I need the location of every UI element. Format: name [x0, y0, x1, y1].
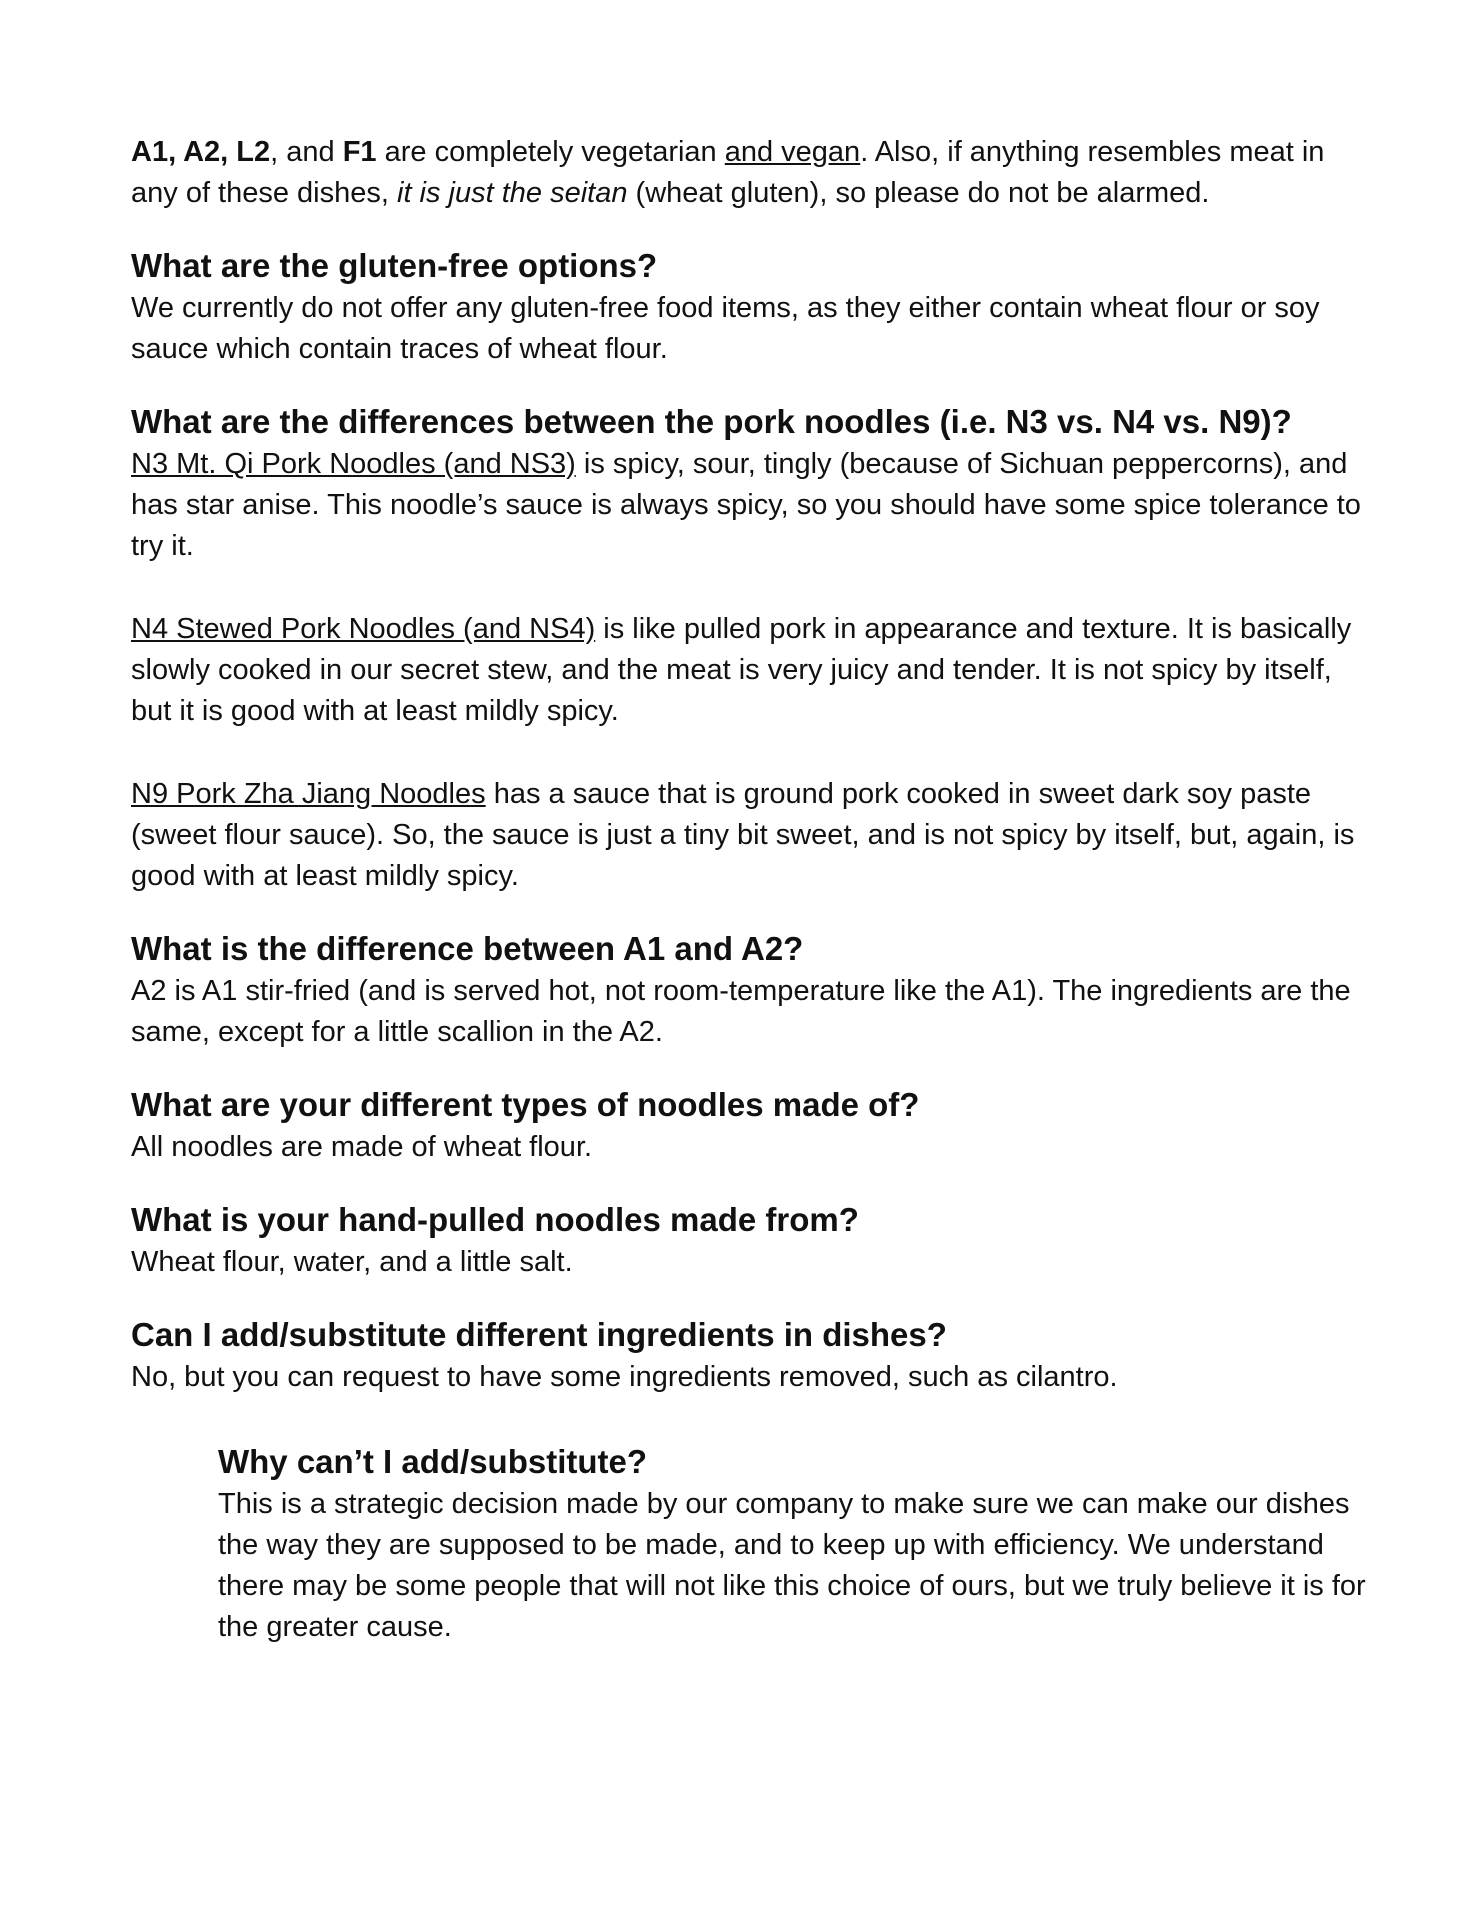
pork-noodle-n3-paragraph: [131, 444, 1371, 567]
faq-answer-why-no-substitute: This is a strategic decision made by our company to make sure we can make our dishes the way they are supposed to be made, and to keep up with efficiency. We understand there may be some people that will not like this choice of ours, but we truly believe it is for the greater cause.: [218, 1488, 1366, 1643]
faq-question-a1-vs-a2: What is the difference between A1 and A2?: [131, 930, 804, 967]
faq-question-noodle-types: What are your different types of noodles made of?: [131, 1086, 920, 1123]
intro-dish-code-f1: F1: [342, 136, 377, 168]
faq-question-pork-noodles: What are the differences between the pork noodles (i.e. N3 vs. N4 vs. N9)?: [131, 403, 1292, 440]
pork-noodle-n9-paragraph: [131, 774, 1371, 897]
faq-question-why-no-substitute: Why can’t I add/substitute?: [218, 1443, 648, 1480]
pork-noodle-n3-text: is spicy, sour, tingly (because of Sichuan peppercorns), and has star anise. This noodle’s sauce is always spicy, so you should have some spice tolerance to try it.: [131, 448, 1361, 562]
faq-answer-hand-pulled: Wheat flour, water, and a little salt.: [131, 1246, 573, 1278]
intro-underlined-vegan: and vegan: [724, 136, 861, 168]
intro-paragraph: [131, 132, 1371, 214]
intro-dish-codes: A1, A2, L2: [131, 136, 271, 168]
intro-text-4: (wheat gluten), so please do not be alarmed.: [627, 177, 1210, 209]
faq-answer-gluten-free: We currently do not offer any gluten-free food items, as they either contain wheat flour or soy sauce which contain traces of wheat flour.: [131, 292, 1320, 365]
intro-text-2: are completely vegetarian: [376, 136, 725, 168]
document-page: [131, 132, 1371, 1648]
intro-italic-seitan: it is just the seitan: [397, 177, 628, 209]
intro-text-3: . Also, if anything resembles meat in any of these dishes,: [131, 136, 1325, 209]
faq-answer-a1-vs-a2: A2 is A1 stir-fried (and is served hot, not room-temperature like the A1). The ingredients are the same, except for a little scallion in the A2.: [131, 975, 1351, 1048]
intro-text-1: , and: [270, 136, 343, 168]
pork-noodle-n4-paragraph: [131, 609, 1371, 732]
faq-question-gluten-free: What are the gluten-free options?: [131, 247, 658, 284]
pork-noodle-n4-name: N4 Stewed Pork Noodles (and NS4): [131, 613, 596, 645]
faq-answer-noodle-types: All noodles are made of wheat flour.: [131, 1131, 593, 1163]
pork-noodle-n4-text: is like pulled pork in appearance and texture. It is basically slowly cooked in our secret stew, and the meat is very juicy and tender. It is not spicy by itself, but it is good with at least mildly spicy.: [131, 613, 1352, 727]
pork-noodle-n3-name: N3 Mt. Qi Pork Noodles (and NS3): [131, 448, 576, 480]
faq-answer-add-substitute: No, but you can request to have some ingredients removed, such as cilantro.: [131, 1361, 1118, 1393]
pork-noodle-n9-name: N9 Pork Zha Jiang Noodles: [131, 778, 486, 810]
faq-question-add-substitute: Can I add/substitute different ingredients in dishes?: [131, 1316, 947, 1353]
pork-noodle-n9-text: has a sauce that is ground pork cooked in sweet dark soy paste (sweet flour sauce). So, the sauce is just a tiny bit sweet, and is not spicy by itself, but, again, is good with at least mildly spicy.: [131, 778, 1355, 892]
faq-question-hand-pulled: What is your hand-pulled noodles made from?: [131, 1201, 859, 1238]
